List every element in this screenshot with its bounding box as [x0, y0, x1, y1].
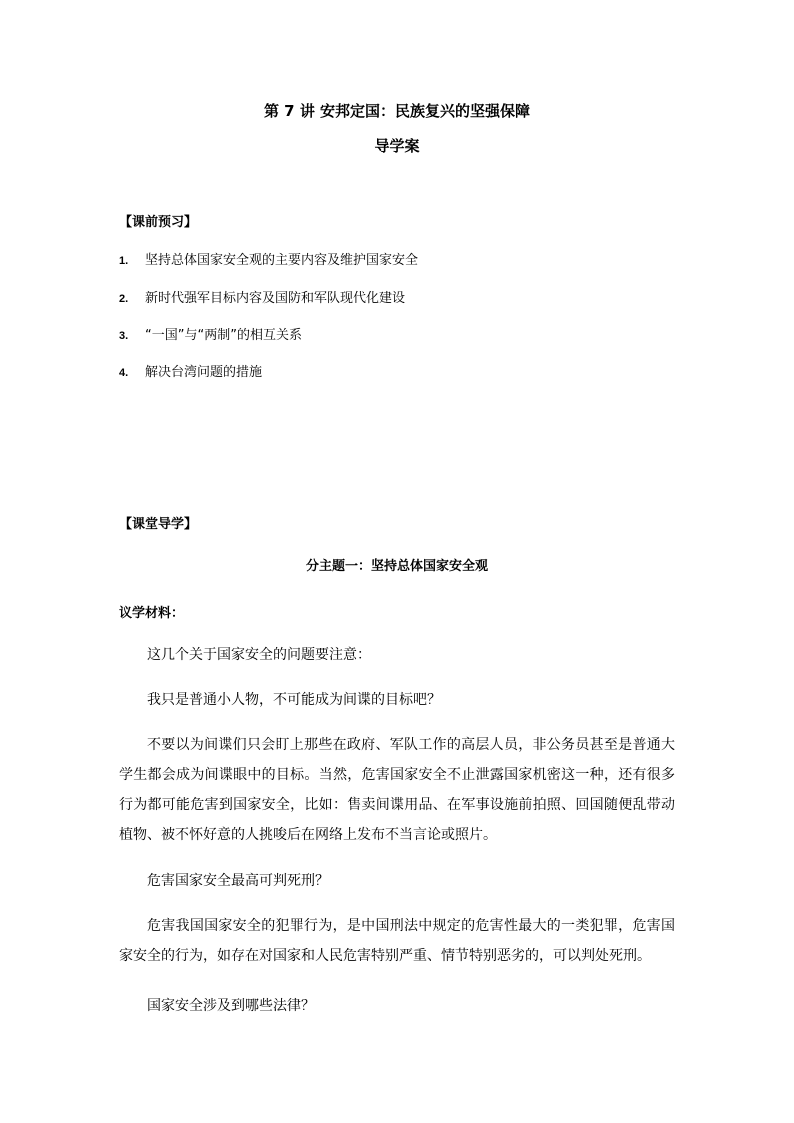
list-item: [119, 361, 262, 380]
page-title: 第 7 讲 安邦定国：民族复兴的坚强保障: [263, 102, 531, 120]
list-item-number: 3.: [119, 330, 129, 342]
page-subtitle: 导学案: [374, 137, 420, 155]
list-item: [119, 287, 405, 306]
list-item: [119, 324, 302, 343]
list-item: [119, 249, 418, 268]
list-item-number: 1.: [119, 255, 129, 267]
material-label: 议学材料：: [119, 606, 185, 621]
section-label-guide: 【课堂导学】: [119, 517, 198, 532]
paragraph: 不要以为间谍们只会盯上那些在政府、军队工作的高层人员，非公务员甚至是普通大学生都会成为间谍眼中的目标。当然，危害国家安全不止泄露国家机密这一种，还有很多行为都可能危害到国家安全，比如：售卖间谍用品、在军事设施前拍照、回国随便乱带动植物、被不怀好意的人挑唆后在网络上发布不当言论或照片。: [119, 737, 675, 843]
list-item-text: “一国”与“两制”的相互关系: [145, 328, 302, 343]
list-item-number: 4.: [119, 367, 129, 379]
paragraph: 这几个关于国家安全的问题要注意：: [147, 647, 371, 663]
list-item-text: 新时代强军目标内容及国防和军队现代化建设: [145, 291, 406, 306]
topic-heading: 分主题一：坚持总体国家安全观: [305, 559, 488, 574]
paragraph: 国家安全涉及到哪些法律？: [147, 998, 315, 1014]
paragraph: 危害国家安全最高可判死刑？: [147, 873, 329, 889]
list-item-number: 2.: [119, 293, 129, 305]
paragraph: 危害我国国家安全的犯罪行为，是中国刑法中规定的危害性最大的一类犯罪，危害国家安全的行为，如存在对国家和人民危害特别严重、情节特别恶劣的，可以判处死刑。: [119, 918, 675, 964]
section-label-preview: 【课前预习】: [119, 215, 198, 230]
list-item-text: 解决台湾问题的措施: [145, 365, 263, 380]
paragraph: 我只是普通小人物，不可能成为间谍的目标吧？: [147, 692, 441, 708]
list-item-text: 坚持总体国家安全观的主要内容及维护国家安全: [145, 253, 419, 268]
